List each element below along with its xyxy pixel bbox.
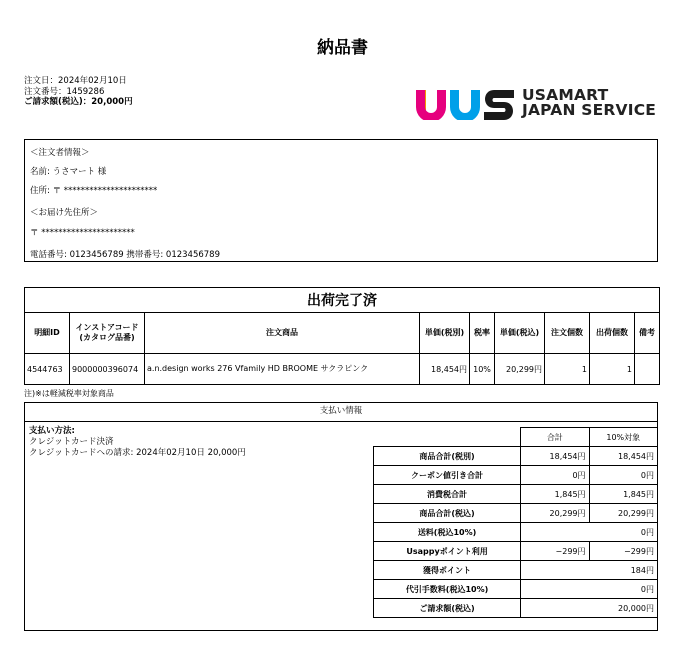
row-code: 9000000396074 (70, 354, 145, 385)
logo-line-1: USAMART (522, 86, 609, 104)
summary-row (374, 542, 658, 561)
customer-name: 名前: うさマート 様 (30, 167, 107, 177)
summary-row (374, 485, 658, 504)
summary-label: クーポン値引き合計 (374, 466, 521, 485)
row-shipped: 1 (590, 354, 635, 385)
summary-label: 消費税合計 (374, 485, 521, 504)
phone-numbers: 電話番号: 0123456789 携帯番号: 0123456789 (30, 250, 220, 260)
shipment-header-row (25, 313, 660, 354)
summary-corner (374, 428, 521, 447)
summary-value-total: 0円 (521, 466, 589, 485)
summary-value-total: 1,845円 (521, 485, 589, 504)
row-tax-rate: 10% (470, 354, 495, 385)
customer-address: 住所: 〒 ********************** (30, 186, 158, 196)
col-header: 注文個数 (545, 313, 590, 354)
summary-value: 20,000円 (521, 599, 658, 618)
summary-value-total: 18,454円 (521, 447, 589, 466)
col-header: 税率 (470, 313, 495, 354)
summary-label: Usappyポイント利用 (374, 542, 521, 561)
summary-label: 獲得ポイント (374, 561, 521, 580)
col-header: 単価(税込) (495, 313, 545, 354)
col-header: インストアコード (カタログ品番) (70, 313, 145, 354)
logo-text (522, 88, 656, 118)
table-row (25, 354, 660, 385)
summary-label: 代引手数料(税込10%) (374, 580, 521, 599)
credit-charge: クレジットカードへの請求: 2024年02月10日 20,000円 (29, 448, 246, 458)
summary-label: 商品合計(税込) (374, 504, 521, 523)
summary-label: 送料(税込10%) (374, 523, 521, 542)
payment-header: 支払い情報 (24, 402, 658, 422)
row-product: a.n.design works 276 Vfamily HD BROOME サクラピンク (145, 354, 420, 385)
summary-value-ten: 0円 (589, 466, 657, 485)
order-date: 注文日：2024年02月10日 (24, 76, 127, 86)
logo-s (484, 90, 514, 120)
order-meta (24, 76, 133, 108)
summary-value: 0円 (521, 580, 658, 599)
summary-label: ご請求額(税込) (374, 599, 521, 618)
summary-col-10: 10%対象 (589, 428, 657, 447)
summary-value-ten: 1,845円 (589, 485, 657, 504)
summary-value: 0円 (521, 523, 658, 542)
row-note (635, 354, 660, 385)
customer-box (24, 139, 658, 262)
shipment-table (24, 287, 660, 385)
summary-row (374, 504, 658, 523)
shipment-status: 出荷完了済 (25, 288, 660, 313)
summary-row (374, 561, 658, 580)
delivery-address: 〒 ********************** (30, 228, 135, 238)
col-header: 明細ID (25, 313, 70, 354)
col-header: 注文商品 (145, 313, 420, 354)
summary-row (374, 580, 658, 599)
col-header: 単価(税別) (420, 313, 470, 354)
col-header: 備考 (635, 313, 660, 354)
payment-method-label: 支払い方法: (29, 426, 75, 436)
summary-value-ten: 18,454円 (589, 447, 657, 466)
row-price-ex: 18,454円 (420, 354, 470, 385)
summary-label: 商品合計(税別) (374, 447, 521, 466)
summary-row (374, 599, 658, 618)
payment-method (29, 426, 246, 459)
order-number: 注文番号：1459286 (24, 86, 105, 97)
summary-value: 184円 (521, 561, 658, 580)
summary-col-total: 合計 (521, 428, 589, 447)
tax-footnote: 注)※は軽減税率対象商品 (24, 389, 114, 398)
payment-method-value: クレジットカード決済 (29, 437, 114, 447)
page-title: 納品書 (317, 38, 368, 58)
logo-u1 (416, 90, 446, 120)
summary-row (374, 466, 658, 485)
row-price-in: 20,299円 (495, 354, 545, 385)
delivery-header: ＜お届け先住所＞ (30, 208, 99, 218)
col-header: 出荷個数 (590, 313, 635, 354)
logo-line-2: JAPAN SERVICE (522, 101, 657, 119)
billing-amount: ご請求額(税込)：20,000円 (24, 97, 133, 107)
summary-row (374, 523, 658, 542)
logo-u2 (450, 90, 480, 120)
summary-value-ten: −299円 (589, 542, 657, 561)
summary-value-ten: 20,299円 (589, 504, 657, 523)
summary-value-total: −299円 (521, 542, 589, 561)
row-ordered: 1 (545, 354, 590, 385)
orderer-header: ＜注文者情報＞ (30, 148, 90, 158)
summary-value-total: 20,299円 (521, 504, 589, 523)
row-id: 4544763 (25, 354, 70, 385)
summary-row (374, 447, 658, 466)
payment-summary-table (373, 427, 658, 618)
